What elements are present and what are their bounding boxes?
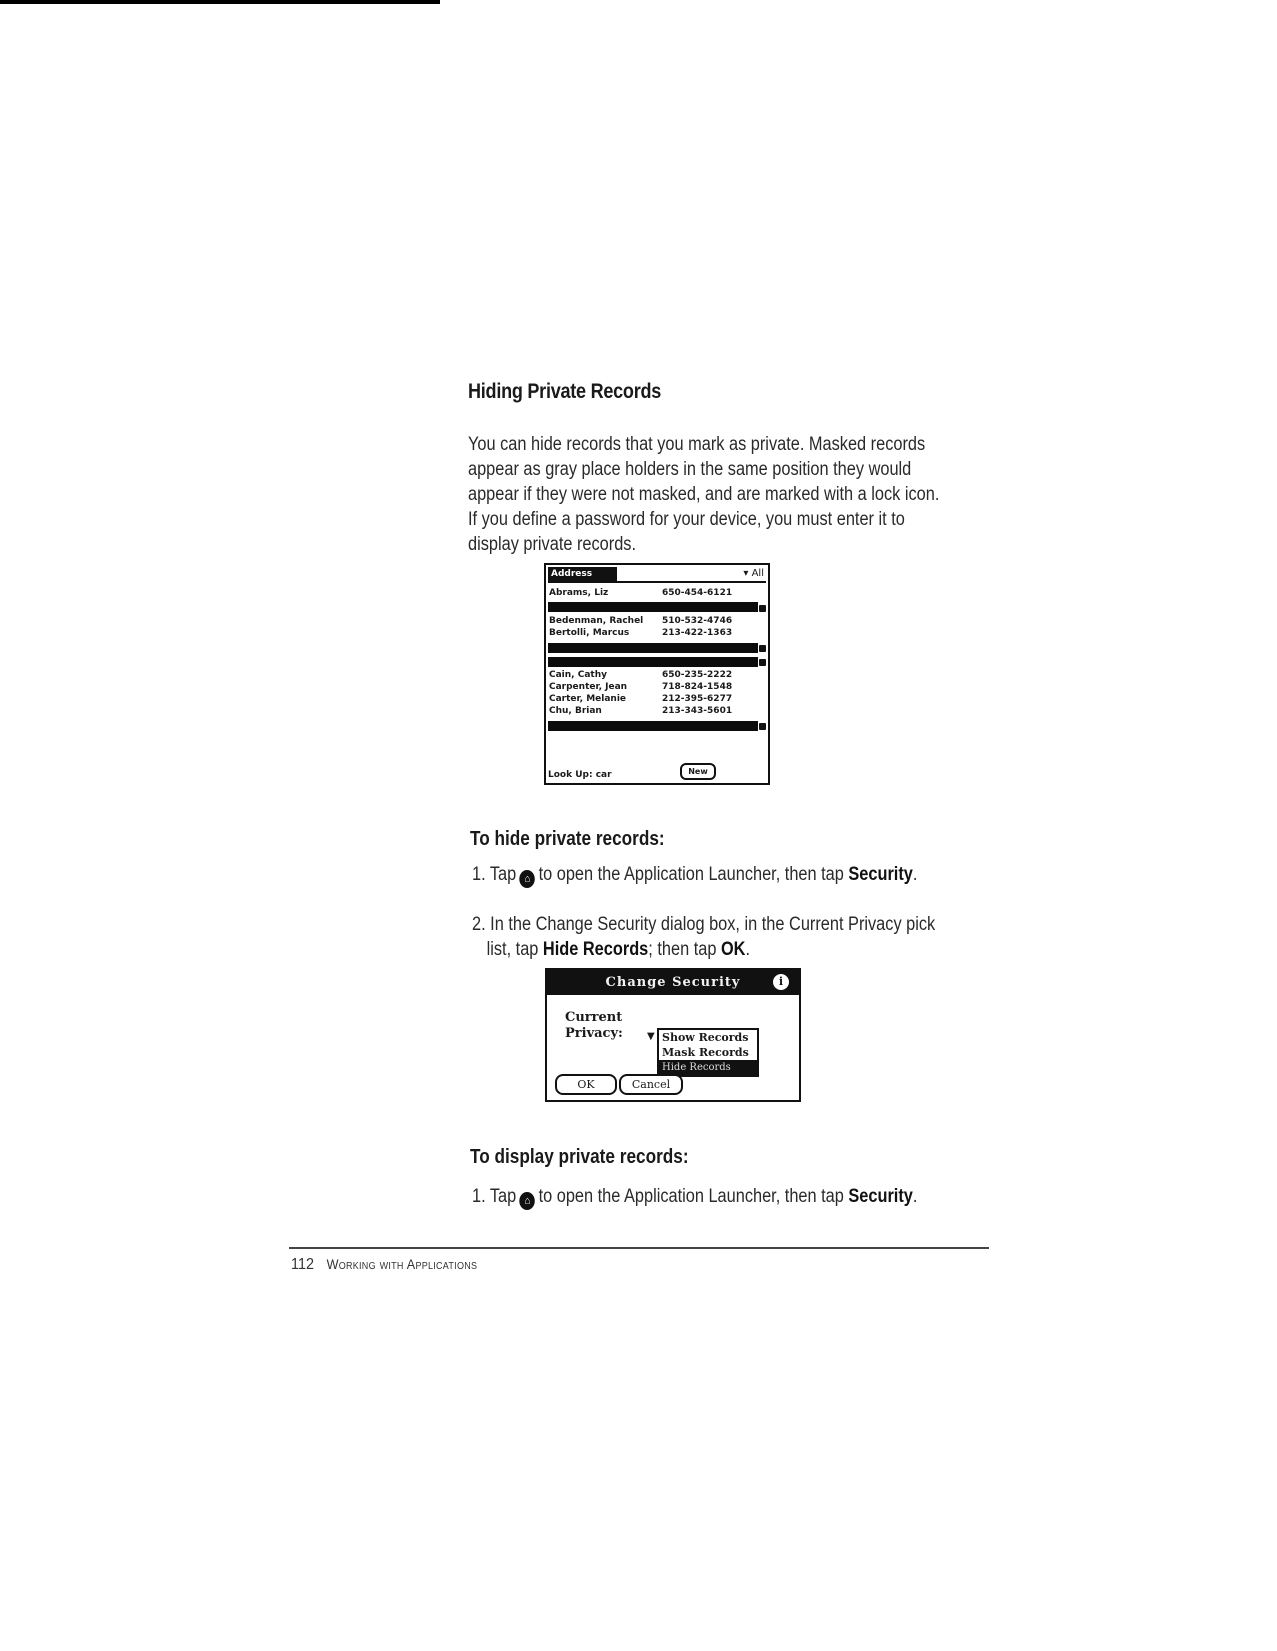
contact-name: Carter, Melanie [549, 694, 627, 704]
lock-icon [759, 723, 766, 730]
contact-name: Cain, Cathy [549, 670, 607, 680]
page-footer [291, 1256, 477, 1274]
new-button: New [680, 763, 716, 780]
intro-line: appear as gray place holders in the same position they would [468, 459, 912, 480]
privacy-pick-list [657, 1028, 759, 1077]
contact-phone: 212-395-6277 [662, 694, 733, 704]
dialog-title: Change Security [547, 970, 799, 995]
intro-line: If you define a password for your device, you must enter it to [468, 509, 905, 530]
step-line [472, 937, 935, 962]
address-row [548, 681, 766, 693]
top-scan-rule [0, 0, 440, 4]
step-line: 2. In the Change Security dialog box, in the Current Privacy pick [472, 914, 936, 935]
address-title: Address [548, 567, 617, 581]
contact-phone: 718-824-1548 [662, 682, 733, 692]
contact-name: Abrams, Liz [549, 588, 609, 598]
contact-phone: 650-454-6121 [662, 588, 733, 598]
masked-record [548, 643, 758, 653]
step-text: to open the Application Launcher, then tap [538, 864, 844, 885]
option-hide-records: Hide Records [659, 1060, 757, 1075]
masked-record [548, 721, 758, 731]
step-emphasis: Hide Records [542, 939, 649, 960]
address-row [548, 587, 766, 599]
intro-line: display private records. [468, 534, 637, 555]
display-step-1 [472, 1184, 917, 1210]
contact-phone: 510-532-4746 [662, 616, 733, 626]
step-text: 1. Tap [472, 1186, 517, 1207]
section-title: Hiding Private Records [468, 380, 662, 403]
change-security-dialog [545, 968, 801, 1102]
intro-line: You can hide records that you mark as private. Masked records [468, 434, 926, 455]
address-row [548, 705, 766, 717]
hide-step-1 [472, 862, 917, 888]
address-title-rule [548, 581, 766, 583]
contact-phone: 213-343-5601 [662, 706, 733, 716]
contact-name: Chu, Brian [549, 706, 602, 716]
cancel-button: Cancel [619, 1074, 683, 1095]
category-menu: ▾ All [743, 568, 764, 579]
step-text: . [745, 939, 751, 960]
step-text: to open the Application Launcher, then tap [538, 1186, 844, 1207]
intro-line: appear if they were not masked, and are marked with a lock icon. [468, 484, 940, 505]
hide-heading: To hide private records: [470, 828, 665, 850]
current-label: Current [565, 1010, 623, 1025]
running-head: Working with Applications [326, 1256, 478, 1272]
step-text: . [912, 1186, 918, 1207]
address-list-screenshot [544, 563, 770, 785]
home-icon: ⌂ [520, 870, 535, 888]
home-icon: ⌂ [520, 1192, 535, 1210]
ok-button: OK [555, 1074, 617, 1095]
contact-name: Bedenman, Rachel [549, 616, 644, 626]
step-text: . [912, 864, 918, 885]
privacy-label: Privacy: [565, 1026, 623, 1041]
step-emphasis: Security [848, 864, 913, 885]
step-emphasis: OK [720, 939, 746, 960]
display-heading: To display private records: [470, 1146, 689, 1168]
address-row [548, 615, 766, 627]
address-row [548, 669, 766, 681]
contact-name: Bertolli, Marcus [549, 628, 630, 638]
contact-phone: 213-422-1363 [662, 628, 733, 638]
lock-icon [759, 645, 766, 652]
step-text: ; then tap [648, 939, 717, 960]
option-show-records: Show Records [662, 1031, 749, 1044]
lock-icon [759, 659, 766, 666]
contact-phone: 650-235-2222 [662, 670, 733, 680]
dropdown-arrow-icon: ▼ [647, 1031, 655, 1042]
lock-icon [759, 605, 766, 612]
page-number: 112 [291, 1256, 314, 1273]
option-mask-records: Mask Records [662, 1046, 749, 1059]
masked-record [548, 602, 758, 612]
step-text: list, tap [486, 939, 539, 960]
step-text: 1. Tap [472, 864, 517, 885]
intro-paragraph [468, 432, 950, 557]
hide-step-2 [472, 912, 935, 962]
masked-record [548, 657, 758, 667]
info-icon: i [773, 974, 789, 990]
step-emphasis: Security [848, 1186, 913, 1207]
footer-rule [289, 1247, 989, 1249]
address-row [548, 693, 766, 705]
lookup-field: Look Up: car [548, 770, 612, 780]
contact-name: Carpenter, Jean [549, 682, 628, 692]
address-row [548, 627, 766, 639]
